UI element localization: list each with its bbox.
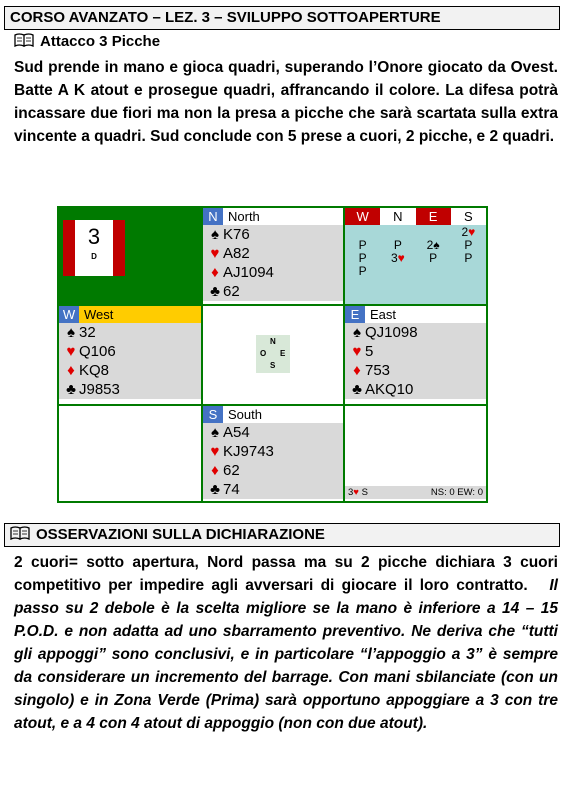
spade-icon: ♠ — [211, 226, 219, 243]
east-hand — [345, 306, 486, 404]
club-icon: ♣ — [210, 481, 220, 498]
seat-badge-south: S — [203, 406, 223, 423]
bid-cell: 3♥ — [390, 251, 405, 265]
east-hearts: 5 — [365, 343, 374, 360]
heart-icon: ♥ — [210, 245, 220, 262]
bid-cell — [416, 265, 451, 278]
intro-paragraph: Sud prende in mano e gioca quadri, superando l’Onore giocato da Ovest. Batte A K atout e prosegue quadri, affrancando il colore. La difesa potrà incassare due fiori ma non la presa a picche che sarà scartata sulla extra vincente a quadri. Sud conclude con 5 prese a cuori, 2 picche, e 2 quadri. — [14, 59, 558, 145]
dealer-indicator — [63, 220, 125, 276]
bid-cell: 2♥ — [461, 225, 476, 239]
bidding-box — [345, 208, 486, 304]
south-clubs: 74 — [223, 481, 240, 498]
club-icon: ♣ — [66, 381, 76, 398]
lesson-header: CORSO AVANZATO – LEZ. 3 – SVILUPPO SOTTOAPERTURE — [4, 6, 560, 30]
bid-cell: P — [464, 238, 473, 252]
heart-icon: ♥ — [210, 443, 220, 460]
vulnerability-label: NS: 0 EW: 0 — [430, 487, 483, 498]
north-hand — [203, 208, 343, 304]
compass-s: S — [270, 361, 276, 370]
observations-header — [4, 523, 560, 547]
empty-cell — [59, 406, 201, 501]
player-name-west: West — [79, 306, 201, 323]
north-spades: K76 — [223, 226, 250, 243]
seat-badge-north: N — [203, 208, 223, 225]
seat-badge-east: E — [345, 306, 365, 323]
player-name-north: North — [228, 209, 260, 224]
compass-o: O — [260, 349, 267, 358]
diamond-icon: ♦ — [67, 362, 75, 379]
bid-cell: P — [358, 264, 367, 278]
east-spades: QJ1098 — [365, 324, 418, 341]
observations-title: OSSERVAZIONI SULLA DICHIARAZIONE — [36, 526, 325, 543]
heart-icon: ♥ — [352, 343, 362, 360]
board-number: 3 — [87, 224, 101, 249]
bridge-board — [57, 206, 488, 503]
bid-cell: P — [358, 251, 367, 265]
heart-icon: ♥ — [66, 343, 76, 360]
west-hearts: Q106 — [79, 343, 116, 360]
seat-badge-west: W — [59, 306, 79, 323]
player-name-east: East — [370, 307, 397, 322]
player-name-south: South — [228, 407, 262, 422]
compass-e: E — [280, 349, 286, 358]
contract-label: 3♥ S — [348, 487, 368, 498]
west-hand — [59, 306, 201, 404]
bid-cell: P — [358, 238, 367, 252]
spade-icon: ♠ — [353, 324, 361, 341]
north-clubs: 62 — [223, 283, 240, 300]
spade-icon: ♠ — [211, 424, 219, 441]
south-spades: A54 — [223, 424, 250, 441]
compass-n: N — [270, 337, 276, 346]
diamond-icon: ♦ — [211, 462, 219, 479]
bid-col-west: W — [345, 208, 380, 225]
bid-cell: P — [464, 251, 473, 265]
book-icon — [14, 33, 34, 47]
south-hand — [203, 406, 343, 501]
west-clubs: J9853 — [79, 381, 120, 398]
result-cell — [345, 406, 486, 501]
bid-col-north: N — [380, 208, 415, 225]
table-center — [203, 306, 343, 404]
observations-paragraph — [14, 551, 558, 735]
east-clubs: AKQ10 — [365, 381, 414, 398]
club-icon: ♣ — [210, 283, 220, 300]
dealer-label: D — [91, 252, 97, 261]
lead-text: Attacco 3 Picche — [40, 33, 161, 50]
south-hearts: KJ9743 — [223, 443, 274, 460]
north-diamonds: AJ1094 — [223, 264, 274, 281]
board-info-cell — [57, 206, 201, 303]
bid-cell: 2♠ — [426, 238, 440, 252]
observations-italic: Il passo su 2 debole è la scelta migliore se la mano è inferiore a 14 – 15 P.O.D. e non adatta ad uno sbarramento preventivo. Ne deriva che “tutti gli appoggi” sono conclusivi, e in particolare “l’appoggio a 3” è sempre da considerare un incremento del barrage. Con mani sbilanciate (con un singolo) e in Zona Verde (Prima) sarà opportuno appoggiare a 3 con tre atout, e a 4 con 4 atout di appoggio (non con due atout). — [14, 577, 558, 732]
north-hearts: A82 — [223, 245, 250, 262]
south-diamonds: 62 — [223, 462, 240, 479]
east-diamonds: 753 — [365, 362, 391, 379]
bid-col-south: S — [451, 208, 486, 225]
bid-cell: P — [429, 251, 438, 265]
diamond-icon: ♦ — [353, 362, 361, 379]
observations-plain: 2 cuori= sotto apertura, Nord passa ma su 2 picche dichiara 3 cuori competitivo per impedire agli avversari di giocare il loro contratto. — [14, 554, 558, 594]
bidding-sequence — [345, 225, 486, 278]
bid-cell: P — [393, 238, 402, 252]
bid-col-east: E — [416, 208, 451, 225]
bid-cell — [380, 265, 415, 278]
lead-line — [14, 32, 160, 52]
bid-cell — [451, 265, 486, 278]
west-diamonds: KQ8 — [79, 362, 110, 379]
spade-icon: ♠ — [67, 324, 75, 341]
compass-rose — [256, 335, 290, 373]
club-icon: ♣ — [352, 381, 362, 398]
west-spades: 32 — [79, 324, 96, 341]
diamond-icon: ♦ — [211, 264, 219, 281]
book-icon — [10, 526, 30, 540]
